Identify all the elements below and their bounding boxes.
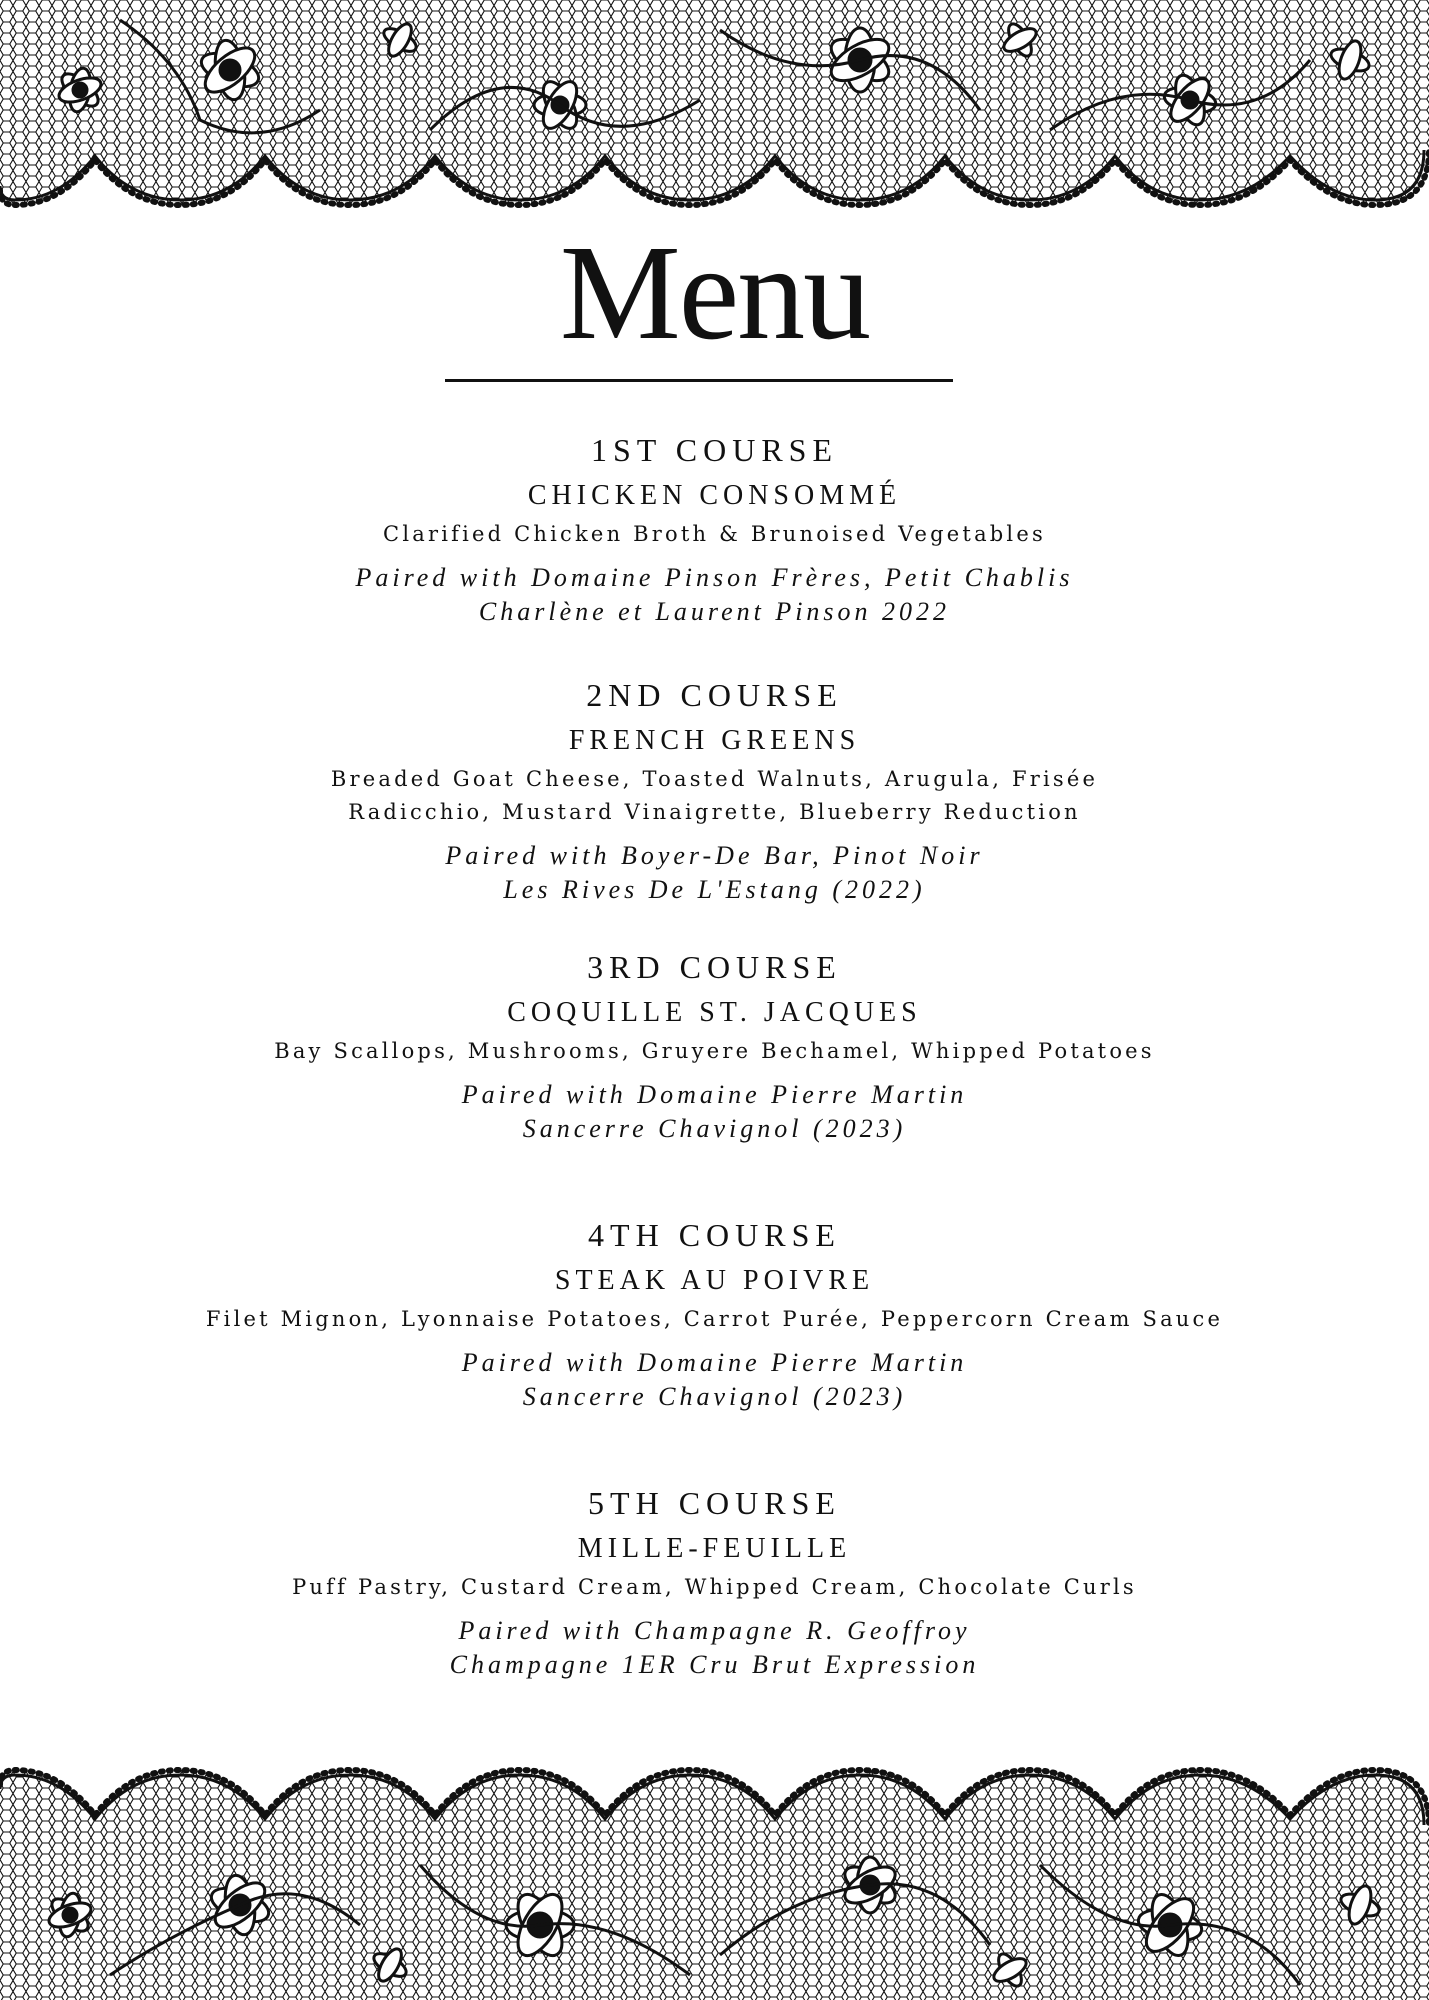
- course-number: 4TH COURSE: [588, 1217, 841, 1253]
- title-divider: [445, 379, 953, 382]
- pairing-line: Les Rives De L'Estang (2022): [503, 875, 926, 904]
- dish-description: [80, 1035, 1349, 1068]
- pairing-line: Sancerre Chavignol (2023): [522, 1114, 907, 1143]
- dish-description: [80, 518, 1349, 551]
- description-line: Filet Mignon, Lyonnaise Potatoes, Carrot Purée, Peppercorn Cream Sauce: [205, 1307, 1224, 1331]
- pairing-line: Paired with Domaine Pierre Martin: [461, 1348, 968, 1377]
- description-line: Radicchio, Mustard Vinaigrette, Blueberry Reduction: [348, 800, 1081, 824]
- dish-description: [80, 1303, 1349, 1336]
- dish-name: FRENCH GREENS: [568, 725, 861, 756]
- course-number: 5TH COURSE: [588, 1485, 841, 1521]
- pairing-line: Paired with Boyer-De Bar, Pinot Noir: [445, 841, 984, 870]
- lace-border-top: [0, 0, 1429, 215]
- course-2: [80, 673, 1349, 907]
- description-line: Clarified Chicken Broth & Brunoised Vegetables: [383, 522, 1046, 546]
- course-3: [80, 945, 1349, 1146]
- course-1: [80, 428, 1349, 629]
- dish-name: STEAK AU POIVRE: [554, 1265, 875, 1296]
- description-line: Bay Scallops, Mushrooms, Gruyere Bechamel, Whipped Potatoes: [274, 1039, 1155, 1063]
- pairing-line: Champagne 1ER Cru Brut Expression: [449, 1650, 980, 1679]
- course-number: 3RD COURSE: [587, 949, 842, 985]
- menu-title: Menu: [559, 218, 870, 368]
- course-4: [80, 1213, 1349, 1414]
- dish-name: CHICKEN CONSOMMÉ: [527, 480, 902, 511]
- pairing-line: Paired with Champagne R. Geoffroy: [458, 1616, 971, 1645]
- wine-pairing: [80, 561, 1349, 629]
- course-number: 1ST COURSE: [590, 432, 838, 468]
- course-5: [80, 1481, 1349, 1682]
- dish-name: COQUILLE ST. JACQUES: [507, 997, 922, 1028]
- pairing-line: Charlène et Laurent Pinson 2022: [478, 597, 951, 626]
- wine-pairing: [80, 1078, 1349, 1146]
- pairing-line: Paired with Domaine Pierre Martin: [461, 1080, 968, 1109]
- dish-description: [80, 1571, 1349, 1604]
- lace-border-bottom: [0, 1755, 1429, 2000]
- course-number: 2ND COURSE: [586, 677, 843, 713]
- wine-pairing: [80, 1346, 1349, 1414]
- dish-name: MILLE-FEUILLE: [577, 1533, 852, 1564]
- pairing-line: Sancerre Chavignol (2023): [522, 1382, 907, 1411]
- description-line: Breaded Goat Cheese, Toasted Walnuts, Arugula, Frisée: [330, 767, 1099, 791]
- pairing-line: Paired with Domaine Pinson Frères, Petit Chablis: [355, 563, 1074, 592]
- dish-description: [80, 763, 1349, 829]
- wine-pairing: [80, 1614, 1349, 1682]
- description-line: Puff Pastry, Custard Cream, Whipped Cream, Chocolate Curls: [292, 1575, 1137, 1599]
- wine-pairing: [80, 839, 1349, 907]
